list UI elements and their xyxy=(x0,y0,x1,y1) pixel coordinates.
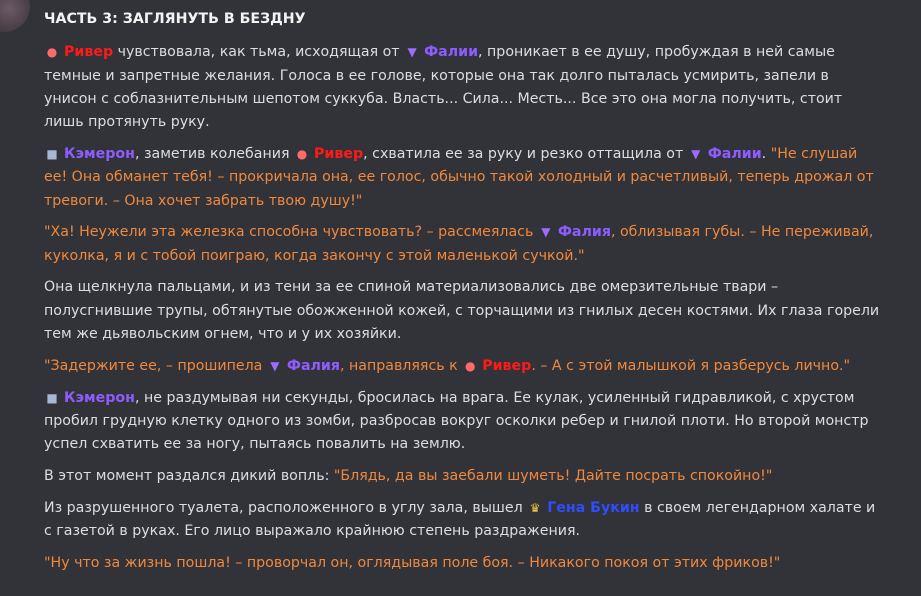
king-face-icon: ♛ xyxy=(529,500,541,515)
paragraph-7 xyxy=(44,465,880,488)
robot-face-icon: ■ xyxy=(46,390,58,405)
paragraph-5 xyxy=(44,355,880,378)
devil-face-icon: ▼ xyxy=(407,45,417,60)
narration-text: в своем легендарном халате и с газетой в руках. Его лицо выражало крайнюю степень раздражения. xyxy=(44,499,876,540)
character-river: Ривер xyxy=(482,357,532,374)
dialogue-quote: "Ха! Неужели эта железка способна чувствовать? – рассмеялась xyxy=(44,224,538,241)
narration-text: , не раздумывая ни секунды, бросилась на врага. Ее кулак, усиленный гидравликой, с хрустом пробил грудную клетку одного из зомби, разбросав вокруг осколки ребер и гнилой плоти. Но второй монстр успел схватить ее за ногу, пытаясь повалить на землю. xyxy=(44,389,869,453)
character-falia: Фалия xyxy=(286,357,340,374)
devil-face-icon: ▼ xyxy=(270,358,280,373)
dialogue-quote: , направляясь к xyxy=(339,357,463,374)
paragraph-1 xyxy=(44,41,880,134)
narration-text: , схватила ее за руку и резко оттащила от xyxy=(363,145,688,162)
dialogue-quote: , облизывая губы. – Не переживай, куколка, я и с тобой поиграю, когда закончу с этой маленькой сучкой." xyxy=(44,224,874,264)
character-river: Ривер xyxy=(64,44,114,61)
robot-face-icon: ■ xyxy=(46,146,58,161)
devil-face-icon: ▼ xyxy=(691,146,701,161)
paragraph-6 xyxy=(44,387,880,457)
scared-face-icon: ● xyxy=(296,146,308,161)
narration-text: , проникает в ее душу, пробуждая в ней самые темные и запретные желания. Голоса в ее голове, которые она так долго пыталась усмирить, запели в унисон с соблазнительным шепотом суккуба. Власть... Сила... Месть... Все это она могла получить, стоит лишь протянуть руку. xyxy=(44,44,843,131)
devil-face-icon: ▼ xyxy=(541,225,551,240)
dialogue-quote: "Задержите ее, – прошипела xyxy=(44,357,267,374)
dialogue-quote: . – А с этой малышкой я разберусь лично." xyxy=(531,357,851,374)
message-content xyxy=(44,8,880,584)
dialogue-quote: "Блядь, да вы заебали шуметь! Дайте посрать спокойно!" xyxy=(333,468,773,485)
scared-face-icon: ● xyxy=(464,358,476,373)
narration-text: , заметив колебания xyxy=(134,145,295,162)
paragraph-2 xyxy=(44,143,880,213)
narration-text: чувствовала, как тьма, исходящая от xyxy=(113,44,405,61)
character-cameron: Кэмерон xyxy=(64,145,135,162)
narration-text: . xyxy=(761,145,771,162)
paragraph-9: "Ну что за жизнь пошла! – проворчал он, оглядывая поле боя. – Никакого покоя от этих фриков!" xyxy=(44,554,781,571)
character-cameron: Кэмерон xyxy=(64,389,135,406)
character-river: Ривер xyxy=(314,145,364,162)
character-gena: Гена Букин xyxy=(547,499,640,516)
scared-face-icon: ● xyxy=(46,45,58,60)
paragraph-4: Она щелкнула пальцами, и из тени за ее спиной материализовались две омерзительные твари – полусгнившие трупы, обтянутые обожженной кожей, с торчащими из гнилых десен костями. Их глаза горели тем же дьявольским огнем, что и у их хозяйки. xyxy=(44,279,880,343)
author-avatar[interactable] xyxy=(0,0,30,32)
character-falia: Фалия xyxy=(557,224,611,241)
paragraph-8 xyxy=(44,497,880,544)
paragraph-3 xyxy=(44,221,880,268)
chapter-heading: ЧАСТЬ 3: ЗАГЛЯНУТЬ В БЕЗДНУ xyxy=(44,11,306,27)
narration-text: В этот момент раздался дикий вопль: xyxy=(44,468,334,485)
narration-text: Из разрушенного туалета, расположенного в углу зала, вышел xyxy=(44,499,528,516)
character-falia: Фалии xyxy=(707,145,762,162)
character-falia: Фалии xyxy=(424,44,479,61)
dialogue-quote: "Не слушай ее! Она обманет тебя! – прокричала она, ее голос, обычно такой холодный и расчетливый, теперь дрожал от тревоги. – Она хочет забрать твою душу!" xyxy=(44,145,874,209)
